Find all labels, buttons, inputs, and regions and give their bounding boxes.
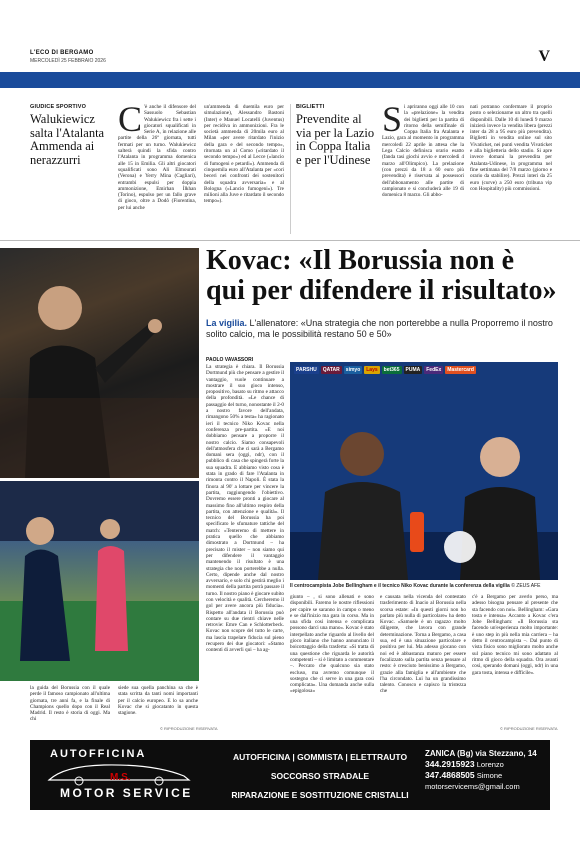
main-headline: Kovac: «Il Borussia non è qui per difendere il risultato» (206, 245, 557, 306)
sponsor-4: Lays (366, 367, 378, 373)
section-divider (0, 240, 580, 241)
left-caption-col2: siede sua quella panchina sa che è stata scritta da tanti nomi importanti per il calcio europeo. E lo sa anche Kovac che si giocatanto in questa stagione. (118, 685, 198, 717)
masthead-date: MERCOLEDÌ 25 FEBBRAIO 2026 (30, 58, 106, 64)
top-color-bar (0, 72, 580, 88)
story1-column-2: un'ammenda di duemila euro per simulazione), Alessandro Bastoni (Inter) e Manuel Locatelli (Juventus) per recidiva in ammonizioni. Fra le società ammenda di 20mila euro al Milan «per avere ritardato l'inizio della gara e del secondo tempo», ritornata un al Como («ritardato il secondo tempo») ed al Lecce («lancio di fumogeni e petardi»). Ammenda di cinquemila euro all'Atalanta per «cori beceri nei confronti dei sostenitori della squadra avversaria» e al Bologna («Lancio fumogeni»). Tre milioni alla Juve e ritardato il secondo tempo»). (204, 104, 284, 205)
photo-press-conference (290, 362, 558, 580)
story2-column-1: Si apriranno oggi alle 10 con la «prelazione» la vendita dei biglietti per la partita di ritorno della semifinale di Coppa Italia fra Atalanta e Lazio, gara al momento in programma mercoledì 22 aprile in attesa che la Lega Calcio definisca orario esatto (fanda tasi giochi avvio e mercoledì 4 marzo all'Olimpico). La prelazione (con prezzi da 18 a 60 euro più prevendita) è riservata ai possessori dell'abbonamento alle partite di campionato e si concluderà alle 19 di domenica 8 marzo. Gli abbo- (382, 104, 464, 199)
story1-kicker: GIUDICE SPORTIVO (30, 104, 87, 110)
ad-email[interactable]: motorservicems@gmail.com (425, 782, 520, 791)
story1-dropcap: C (118, 104, 143, 139)
photo-tuchel (0, 481, 199, 681)
photo-klopp (0, 248, 199, 478)
masthead-title: L'ECO DI BERGAMO (30, 50, 94, 56)
photo-credit: © RIPRODUZIONE RISERVATA (160, 726, 218, 731)
advertisement[interactable] (30, 740, 550, 810)
photo-klopp-figure (0, 248, 199, 478)
story2-headline: Prevendite al via per la Lazio in Coppa Italia e per l'Udinese (296, 112, 375, 167)
ad-brand-top: AUTOFFICINA (50, 748, 147, 760)
sponsor-6: PUMA (405, 367, 421, 373)
column-divider (290, 104, 291, 234)
sponsor-7: FedEx (426, 367, 442, 373)
center-photo-caption: Il centrocampista Jobe Bellingham e il tecnico Niko Kovac durante la conferenza della vigilia © ZEUS AFE (290, 583, 541, 589)
sponsor-3: simyo (345, 367, 361, 373)
left-caption-col1: la guida del Borussia con il quale perde il famoso campionato all'ultima giornata, tre anni fa, e la finale di Champions quello dopo con il Real Madrid. Il resto è storia di oggi. Ma chi (30, 685, 110, 723)
sponsor-8: Mastercard (447, 367, 474, 373)
sponsor-2: QATAR (322, 367, 340, 373)
main-subhead: La vigilia. L'allenatore: «Una strategia che non porterebbe a nulla Proporremo il nostro solito calcio, ma le possibilità restano 50 e 50» (206, 318, 553, 339)
sponsor-5: bet365 (383, 367, 400, 373)
story1-headline: Walukiewicz salta l'Atalanta Ammenda ai nerazzurri (30, 112, 105, 167)
story2-column-2: nati potranno confermare il proprio posto o selezionarne un altro tra quelli disponibili. Dalle 10 di lunedì 9 marzo inizierà invece la vendita libera (prezzi inter da 28 a 95 euro più prevendita). Biglietti in vendita online sul sito Vivaticket, nei punti vendita Vivaticket e alla biglietteria dello stadio. Si apre invece domani la prevendita per Atalanta-Udinese, in programma nel fine settimana del 7/8 marzo (giorno e orario da stabilire). Prezzi interi da 25 euro (curve) a 250 euro (tribuna vip con Hospitality) più commissioni. (470, 104, 552, 192)
story2-dropcap: S (382, 104, 403, 139)
press-conference-figures (290, 362, 558, 580)
subhead-tag: La vigilia. (206, 318, 248, 328)
main-column-1: La strategia è chiara. Il Borussia Dortmund più che pensare a gestire il vantaggio, vuole continuare a mostrare il suo gioco intenso, propositivo, basato su ritmo e attacco della profondità. «Le chance di passaggio del turno, nonostante il 2-0 a nostro favore dell'andata, rimangono 50% a testa» ha ragionato ieri il tecnico Niko Kovac nella conferenza pre-partita. «E noi dobbiamo pensare a proporre il nostro calcio. Siamo consapevoli dell'atmosfera che ci sarà a Bergamo domani sera (oggi, ndr), con il pubblico di casa che spingerà forte la sua squadra. E abbiamo visto cosa è stata in grado di fare l'Atalanta in rimonta contro il Napoli. È stata la finora al 90' a lottare per vincere la partita, raggiungendo l'obiettivo. Dovremo essere pronti a giocare al massimo fino all'ultimo respiro della partita, con attenzione e qualità». Il tecnico del Borussia ha poi specificato le sfumature tattiche del match: «Tenteremo di mettere in pratica quello che abbiamo dimostrato a Dortmund – ha precisato il mister – non siamo qui per difendere il vantaggio mantenendo il risultato è una strategia che non porterebbe a nulla. Certo, dipende anche dal nostro avversario, e solo chi gestirà meglio i momenti della partita potrà passare il turno. Il nostro piano è giocare subito con velocità e qualità. Cercheremo il gol per avere ancora più fiducia». Rispetto all'andata il Borussia può contare su due rientri chiave nelle retrovie: Emre Can e Schlotterbeck. Kovac non scopre del tutto le carte, ma lascia trapelare fiducia sul pieno recupero dei due giocatori: «Stamo contenti di avverli qui – ha ag- (206, 364, 284, 654)
main-column-3: e causata nella vicenda del contestato trasferimento di Inacio al Borussia nella scorsa estate: «In questi giorni non ho parlato più nulla di particolare» ha detto Kovac. «Samuele è un ragazzo molto diligente, che lavora con grande determinazione. Torna a Bergamo, a casa sua, ed è una situazione particolare e positiva per lui. Ma adesso giocano con noi ed è abbastanza maturo per essere focalizzato sulla partita senza pensare al resto: è cresciuto benissimo a Bergamo, grazie alla famiglia e all'ambiente che l'ha circondato. Lui ha un grandissimo talento. Conosco e capisco la tristezza che (380, 594, 466, 695)
story1-column-1: C 'è anche il difensore del Sassuolo Sebastian Walukiewicz fra i sette i giocatori squalificati in Serie A, in relazione alle partite della 26ª giornata, tutti fermati per un turno. Walukiewicz salterà quindi la sfida contro l'Atalanta in programma domenica alle 15 in Emilia. Gli altri giocatori squalificati sono Ali Elmourati (Verona) e Yerry Mina (Cagliari), entrambi espulsi per doppia ammonizione, Emirhan İlkhan (Torino), espulso per un fallo grave di gioco, oltre a Dodô (Fiorentina, per lui anche (118, 104, 196, 211)
photo-tuchel-figure (0, 481, 199, 681)
byline: PAOLO VAVASSORI (206, 357, 254, 363)
sponsor-1: PARSHU (296, 367, 317, 373)
story2-kicker: BIGLIETTI (296, 104, 325, 110)
ad-brand-ms: M.S. (110, 772, 131, 783)
end-credit: © RIPRODUZIONE RISERVATA (500, 726, 558, 731)
section-letter: V (538, 48, 550, 65)
ad-services: AUTOFFICINA | GOMMISTA | ELETTRAUTO SOCCORSO STRADALE RIPARAZIONE E SOSTITUZIONE CRISTALLI (231, 752, 409, 800)
main-column-2: giunto – , si sono allenati e sono disponibili. Faremo le nostre riflessioni per capire se saranno in campo o meno e se dall'inizio ma gara in corso. Ma in una sfida così intensa e complicata possono darci una mano». Kovac è stato interpellato anche riguardo al livello del gioco italiano che hanno annunciato il boicottaggio della trasferta: «Si tratta di una questione che riguarda le autorità competenti – si è limitato a commentare –. Peccato che qualcuno sia stato escluso, ma avremo comunque il sostegno che ci serve in una gara così complicata». Una domanda anche sulla «epigolosa» (290, 594, 374, 695)
ad-brand-bottom: MOTOR SERVICE (60, 786, 193, 800)
ad-contacts: ZANICA (Bg) via Stezzano, 14 344.2915923 Lorenzo 347.4868505 Simone motorservicems@gmail.com (425, 748, 545, 792)
main-column-4: c'è a Bergamo per averlo perso, ma adesso bisogna pensare al presente che sta facendo con noi». Bellingham: «Gara tosta e intensa» Accanto a Kovac c'era Jobe Bellingham: «Il Borussia sta facendo un'esperienza molto importante: è uno step in più nella mia carriera – ha detto il centrocampista –. Dal punto di vista fisico sono migliorato molto anche sul piano tecnico mi sono adattato al ritmo di gioco della squadra. Ora avanti così, sperando domani (oggi, ndr) in una gara tosta, intensa e difficile». (472, 594, 558, 676)
